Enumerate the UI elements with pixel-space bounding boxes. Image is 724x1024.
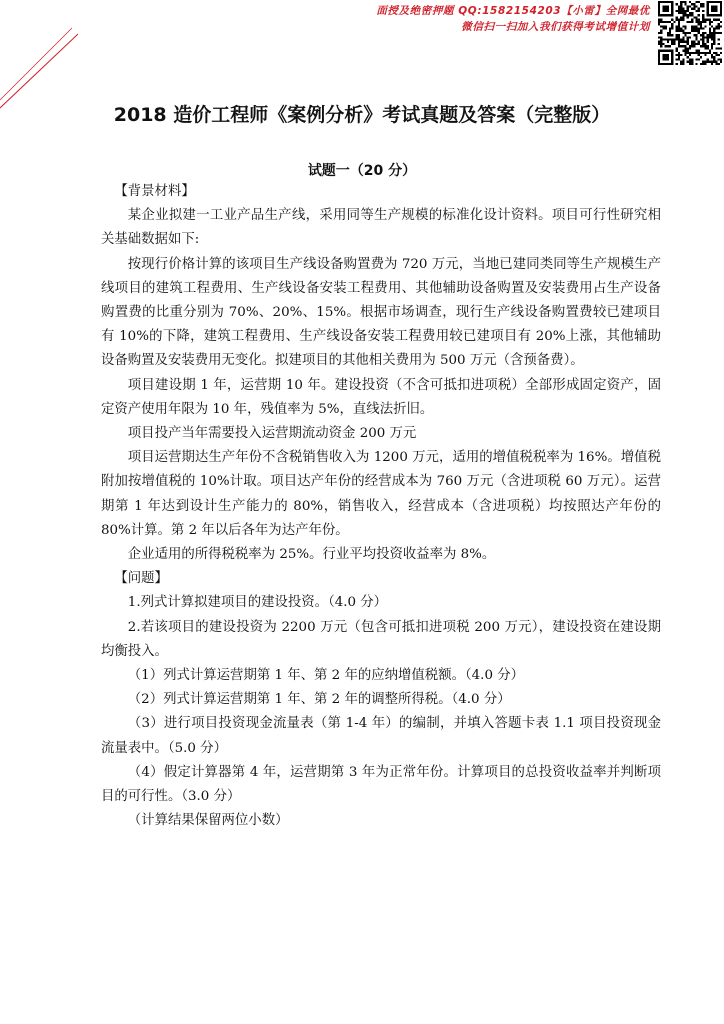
- promo-banner-line1: 面授及绝密押题 QQ:1582154203【小雷】全网最优: [376, 5, 650, 17]
- paragraph: 企业适用的所得税税率为 25%。行业平均投资收益率为 8%。: [127, 547, 496, 563]
- section-title: 试题一（20 分）: [307, 163, 417, 179]
- question-item: （3）进行项目投资现金流量表（第 1-4 年）的编制，并填入答题卡表 1.1 项目投资现金流量表中。（5.0 分）: [101, 716, 661, 756]
- promo-banner-line2: 微信扫一扫加入我们获得考试增值计划: [461, 21, 650, 33]
- question-item: （1）列式计算运营期第 1 年、第 2 年的应纳增值税额。（4.0 分）: [127, 668, 524, 684]
- corner-decoration-lines: [0, 0, 90, 110]
- question-item: （计算结果保留两位小数）: [127, 813, 289, 829]
- questions-heading: 【问题】: [114, 571, 168, 587]
- qr-code-icon[interactable]: [658, 1, 722, 65]
- paragraph: 按现行价格计算的该项目生产线设备购置费为 720 万元，当地已建同类同等生产规模生产线项目的建筑工程费用、生产线设备安装工程费用、其他辅助设备购置及安装费用占生产设备购置费的比重分别为 70%、20%、15%。根据市场调查，现行生产线设备购置费较已建项目有 10%的下降，建筑工程费用、生产线设备安装工程费用较已建项目有 20%上涨，其他辅助设备购置及安装费用无变化。拟建项目的其他相关费用为 500 万元（含预备费）。: [101, 256, 661, 369]
- paragraph: 项目建设期 1 年，运营期 10 年。建设投资（不含可抵扣进项税）全部形成固定资产，固定资产使用年限为 10 年，残值率为 5%，直线法折旧。: [101, 377, 661, 417]
- paragraph: 某企业拟建一工业产品生产线，采用同等生产规模的标准化设计资料。项目可行性研究相关基础数据如下:: [101, 208, 661, 248]
- promo-banner: [376, 3, 650, 35]
- document-title: 2018 造价工程师《案例分析》考试真题及答案（完整版）: [113, 104, 611, 126]
- document-body: [101, 180, 661, 833]
- background-heading: 【背景材料】: [114, 184, 195, 199]
- paragraph: 项目运营期达生产年份不含税销售收入为 1200 万元，适用的增值税税率为 16%。增值税附加按增值税的 10%计取。项目达产年份的经营成本为 760 万元（含进项税 60 万元）。运营期第 1 年达到设计生产能力的 80%，销售收入，经营成本（含进项税）均按照达产年份的 80%计算。第 2 年以后各年为达产年份。: [101, 450, 661, 538]
- question-item: （2）列式计算运营期第 1 年、第 2 年的调整所得税。（4.0 分）: [127, 692, 511, 708]
- question-item: 2.若该项目的建设投资为 2200 万元（包含可抵扣进项税 200 万元），建设投资在建设期均衡投入。: [101, 619, 661, 659]
- question-item: （4）假定计算器第 4 年，运营期第 3 年为正常年份。计算项目的总投资收益率并判断项目的可行性。（3.0 分）: [101, 764, 661, 805]
- question-item: 1.列式计算拟建项目的建设投资。（4.0 分）: [127, 595, 388, 611]
- paragraph: 项目投产当年需要投入运营期流动资金 200 万元: [127, 426, 417, 442]
